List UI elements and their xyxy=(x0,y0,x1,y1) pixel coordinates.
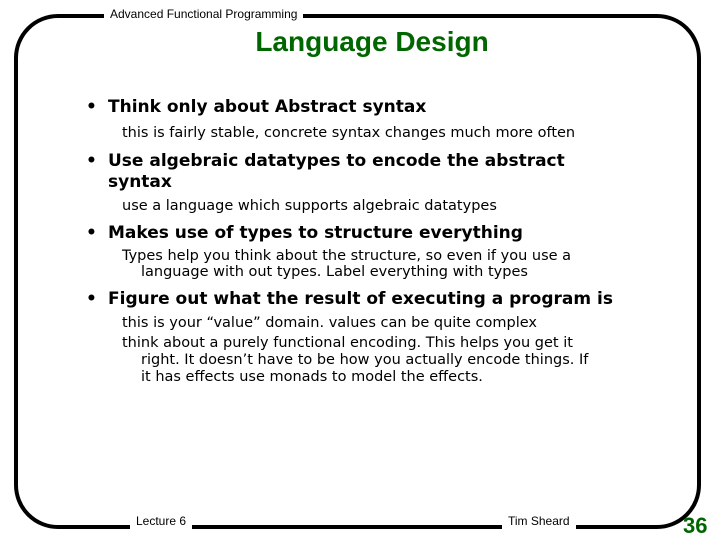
bullet-marker: • xyxy=(86,223,97,243)
bullet-text: syntax xyxy=(108,172,172,192)
bullet-4-sub-4: it has effects use monads to model the effects. xyxy=(141,369,483,385)
bullet-marker: • xyxy=(86,289,97,309)
slide-title: Language Design xyxy=(255,26,489,57)
bullet-marker: • xyxy=(86,151,97,171)
bullet-text: Think only about Abstract syntax xyxy=(108,97,427,117)
bullet-text: Makes use of types to structure everything xyxy=(108,223,523,243)
bullet-4-sub-2: think about a purely functional encoding. This helps you get it xyxy=(122,335,573,351)
footer-author: Tim Sheard xyxy=(502,513,576,529)
bullet-4-sub-3: right. It doesn’t have to be how you actually encode things. If xyxy=(141,352,589,368)
bullet-3-sub-1: Types help you think about the structure, so even if you use a xyxy=(122,248,572,264)
page-number: 36 xyxy=(683,513,708,538)
bullet-2-sub-1: use a language which supports algebraic datatypes xyxy=(122,198,497,214)
course-header: Advanced Functional Programming xyxy=(104,6,303,22)
bullet-text: Figure out what the result of executing a program is xyxy=(108,289,613,309)
bullet-marker: • xyxy=(86,97,97,117)
bullet-1-sub-1: this is fairly stable, concrete syntax changes much more often xyxy=(122,125,576,141)
footer-lecture: Lecture 6 xyxy=(130,513,192,529)
bullet-text: Use algebraic datatypes to encode the abstract xyxy=(108,151,565,171)
bullet-3-sub-2: language with out types. Label everything with types xyxy=(141,264,528,280)
bullet-4-sub-1: this is your “value” domain. values can be quite complex xyxy=(122,315,537,331)
